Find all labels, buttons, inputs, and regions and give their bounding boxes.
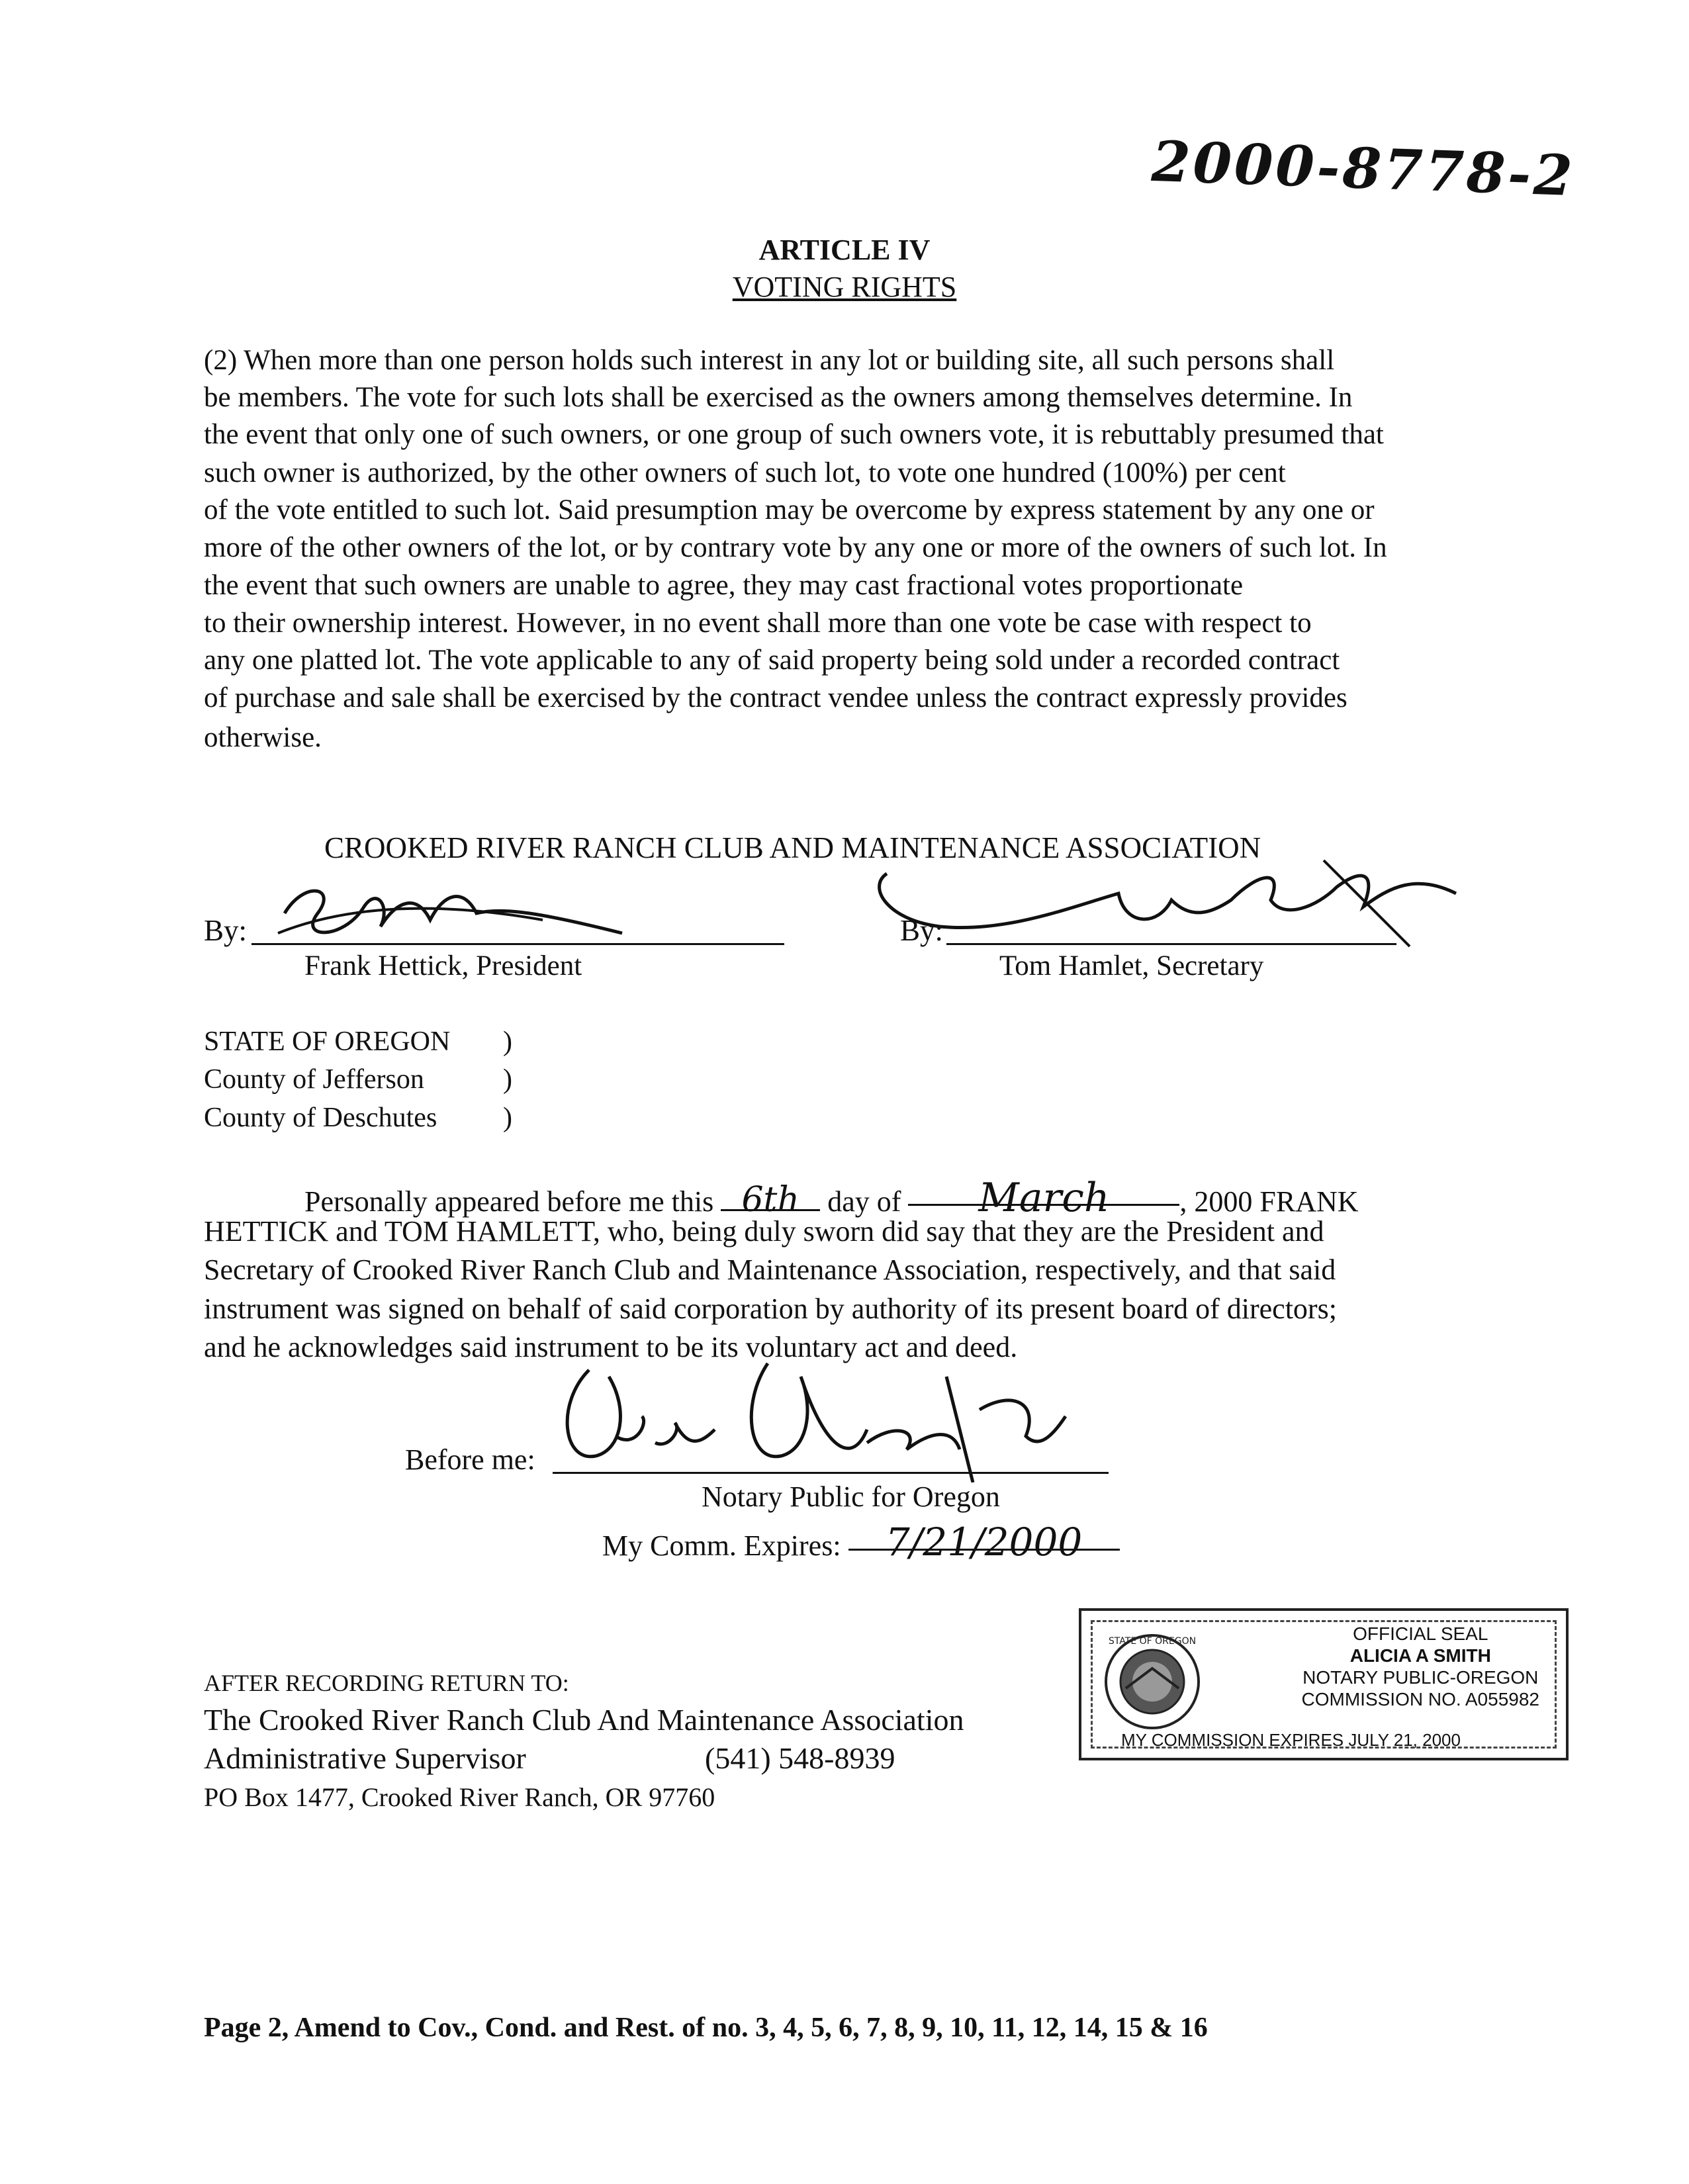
organization-name: CROOKED RIVER RANCH CLUB AND MAINTENANCE ASSOCIATION	[324, 831, 1261, 864]
body-line: the event that such owners are unable to agree, they may cast fractional votes proportionate	[204, 570, 1244, 601]
year-and-names: , 2000 FRANK	[1179, 1185, 1359, 1218]
body-line: be members. The vote for such lots shall be exercised as the owners among themselves determine. In	[204, 382, 1353, 413]
month-handwritten: March	[908, 1175, 1179, 1206]
body-line: (2) When more than one person holds such interest in any lot or building site, all such persons shall	[204, 345, 1335, 376]
body-line: more of the other owners of the lot, or by contrary vote by any one or more of the owners of such lot. In	[204, 532, 1387, 563]
recording-number: 2000-8778-2	[1150, 128, 1576, 209]
body-line: of purchase and sale shall be exercised by the contract vendee unless the contract expressly provides	[204, 682, 1347, 713]
day-handwritten: 6th	[721, 1180, 820, 1211]
return-to-phone: (541) 548-8939	[705, 1741, 895, 1775]
acknowledgment-line: HETTICK and TOM HAMLETT, who, being duly sworn did say that they are the President and	[204, 1215, 1324, 1248]
return-to-address: PO Box 1477, Crooked River Ranch, OR 97760	[204, 1782, 715, 1812]
venue-state: STATE OF OREGON	[204, 1026, 451, 1057]
by-label: By:	[900, 914, 944, 947]
body-line: the event that only one of such owners, or one group of such owners vote, it is rebuttably presumed that	[204, 419, 1384, 450]
body-line: otherwise.	[204, 722, 322, 753]
official-seal-stamp	[1079, 1608, 1569, 1760]
president-name: Frank Hettick, President	[304, 950, 582, 981]
day-of-label: day of	[827, 1185, 901, 1218]
seal-commission-number: COMMISSION NO. A055982	[1301, 1689, 1539, 1709]
by-label: By:	[204, 914, 248, 947]
article-subtitle: VOTING RIGHTS	[732, 271, 957, 303]
notary-public-label: Notary Public for Oregon	[702, 1480, 1000, 1513]
secretary-name: Tom Hamlet, Secretary	[999, 950, 1264, 981]
seal-title: OFFICIAL SEAL	[1353, 1623, 1488, 1644]
venue-county-jefferson: County of Jefferson	[204, 1064, 424, 1095]
commission-expires-handwritten: 7/21/2000	[848, 1520, 1120, 1551]
before-me-label: Before me:	[405, 1443, 535, 1476]
acknowledgment-first-line	[304, 1175, 1359, 1221]
commission-expires-label: My Comm. Expires:	[602, 1529, 841, 1562]
secretary-signature	[860, 847, 1469, 966]
state-seal-emblem-icon	[1096, 1625, 1209, 1738]
acknowledgment-prefix: Personally appeared before me this	[304, 1185, 714, 1218]
acknowledgment-line: and he acknowledges said instrument to be its voluntary act and deed.	[204, 1331, 1018, 1363]
body-line: to their ownership interest. However, in no event shall more than one vote be case with respect to	[204, 608, 1312, 639]
president-signature	[265, 867, 635, 953]
seal-notary-state: NOTARY PUBLIC-OREGON	[1302, 1667, 1539, 1688]
seal-commission-expires: MY COMMISSION EXPIRES JULY 21, 2000	[1121, 1730, 1461, 1750]
return-to-label: AFTER RECORDING RETURN TO:	[204, 1670, 569, 1696]
acknowledgment-line: instrument was signed on behalf of said corporation by authority of its present board of directors;	[204, 1293, 1337, 1325]
notary-signature	[549, 1350, 1092, 1482]
return-to-organization: The Crooked River Ranch Club And Maintenance Association	[204, 1703, 964, 1737]
commission-expires	[602, 1520, 1120, 1563]
venue-county-deschutes: County of Deschutes	[204, 1103, 437, 1133]
body-line: of the vote entitled to such lot. Said presumption may be overcome by express statement by any one or	[204, 494, 1375, 525]
body-line: such owner is authorized, by the other owners of such lot, to vote one hundred (100%) per cent	[204, 457, 1286, 488]
venue-bracket: )	[503, 1103, 512, 1133]
return-to-title: Administrative Supervisor	[204, 1741, 526, 1775]
seal-notary-name: ALICIA A SMITH	[1349, 1645, 1491, 1666]
seal-text-block	[1302, 1623, 1539, 1710]
venue-bracket: )	[503, 1026, 512, 1057]
seal-emblem-text: STATE OF OREGON	[1108, 1636, 1197, 1647]
page-footer: Page 2, Amend to Cov., Cond. and Rest. of no. 3, 4, 5, 6, 7, 8, 9, 10, 11, 12, 14, 15 & 16	[204, 2013, 1208, 2043]
article-title: ARTICLE IV	[758, 234, 931, 266]
body-line: any one platted lot. The vote applicable to any of said property being sold under a recorded contract	[204, 645, 1340, 676]
venue-bracket: )	[503, 1064, 512, 1095]
acknowledgment-line: Secretary of Crooked River Ranch Club and Maintenance Association, respectively, and that said	[204, 1253, 1336, 1286]
